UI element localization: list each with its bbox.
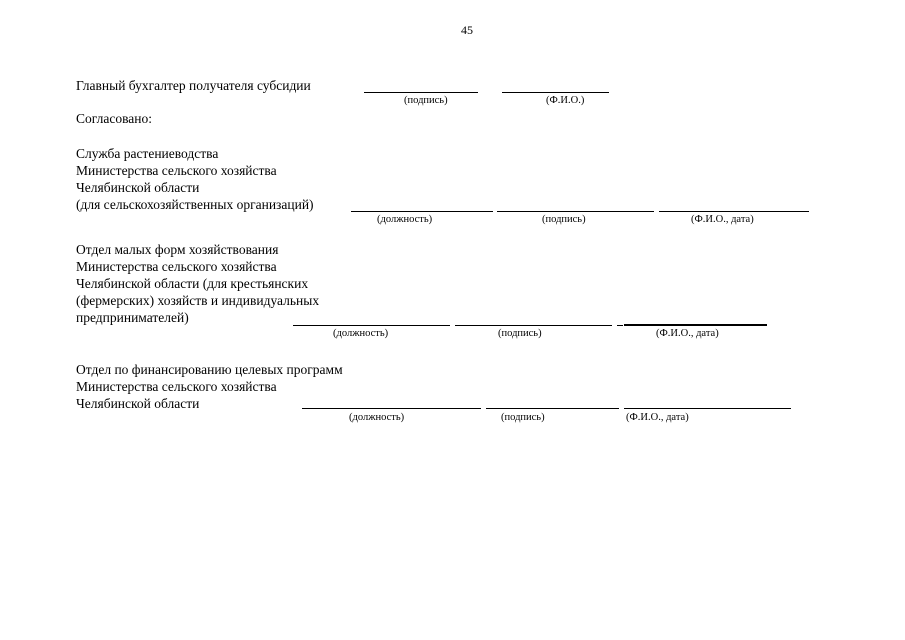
block1-line-4: (для сельскохозяйственных организаций) (76, 197, 314, 212)
block2-line-5: предпринимателей) (76, 310, 189, 325)
block2-position-line[interactable] (293, 325, 450, 326)
block3-position-caption: (должность) (349, 412, 405, 423)
block1-line-1: Служба растениеводства (76, 146, 219, 161)
chief-accountant-signature-caption: (подпись) (404, 95, 448, 106)
block3-position-line[interactable] (302, 408, 481, 409)
block2-line-1: Отдел малых форм хозяйствования (76, 242, 279, 257)
block2-name-date-caption: (Ф.И.О., дата) (656, 328, 719, 339)
block3-line-3: Челябинской области (76, 396, 200, 411)
block2-signature-caption: (подпись) (498, 328, 542, 339)
block2-line-4: (фермерских) хозяйств и индивидуальных (76, 293, 320, 308)
block2-line-2: Министерства сельского хозяйства (76, 259, 277, 274)
block3-line-1: Отдел по финансированию целевых программ (76, 362, 343, 377)
block1-name-date-caption: (Ф.И.О., дата) (691, 214, 754, 225)
block1-position-caption: (должность) (377, 214, 433, 225)
agreed-label: Согласовано: (76, 111, 152, 126)
block1-position-line[interactable] (351, 211, 493, 212)
block2-signature-line[interactable] (455, 325, 612, 326)
block1-line-2: Министерства сельского хозяйства (76, 163, 277, 178)
chief-accountant-label: Главный бухгалтер получателя субсидии (76, 78, 311, 93)
block1-line-3: Челябинской области (76, 180, 200, 195)
block1-name-date-line[interactable] (659, 211, 809, 212)
block1-signature-caption: (подпись) (542, 214, 586, 225)
block3-signature-line[interactable] (486, 408, 619, 409)
block2-name-date-line[interactable] (624, 324, 767, 326)
chief-accountant-signature-line[interactable] (364, 92, 478, 93)
block2-name-date-line-stub (617, 325, 623, 326)
block1-signature-line[interactable] (497, 211, 654, 212)
block3-name-date-line[interactable] (624, 408, 791, 409)
chief-accountant-name-caption: (Ф.И.О.) (546, 95, 585, 106)
block3-line-2: Министерства сельского хозяйства (76, 379, 277, 394)
block3-name-date-caption: (Ф.И.О., дата) (626, 412, 689, 423)
block3-signature-caption: (подпись) (501, 412, 545, 423)
page-number: 45 (461, 23, 473, 37)
block2-position-caption: (должность) (333, 328, 389, 339)
block2-line-3: Челябинской области (для крестьянских (76, 276, 309, 291)
chief-accountant-name-line[interactable] (502, 92, 609, 93)
